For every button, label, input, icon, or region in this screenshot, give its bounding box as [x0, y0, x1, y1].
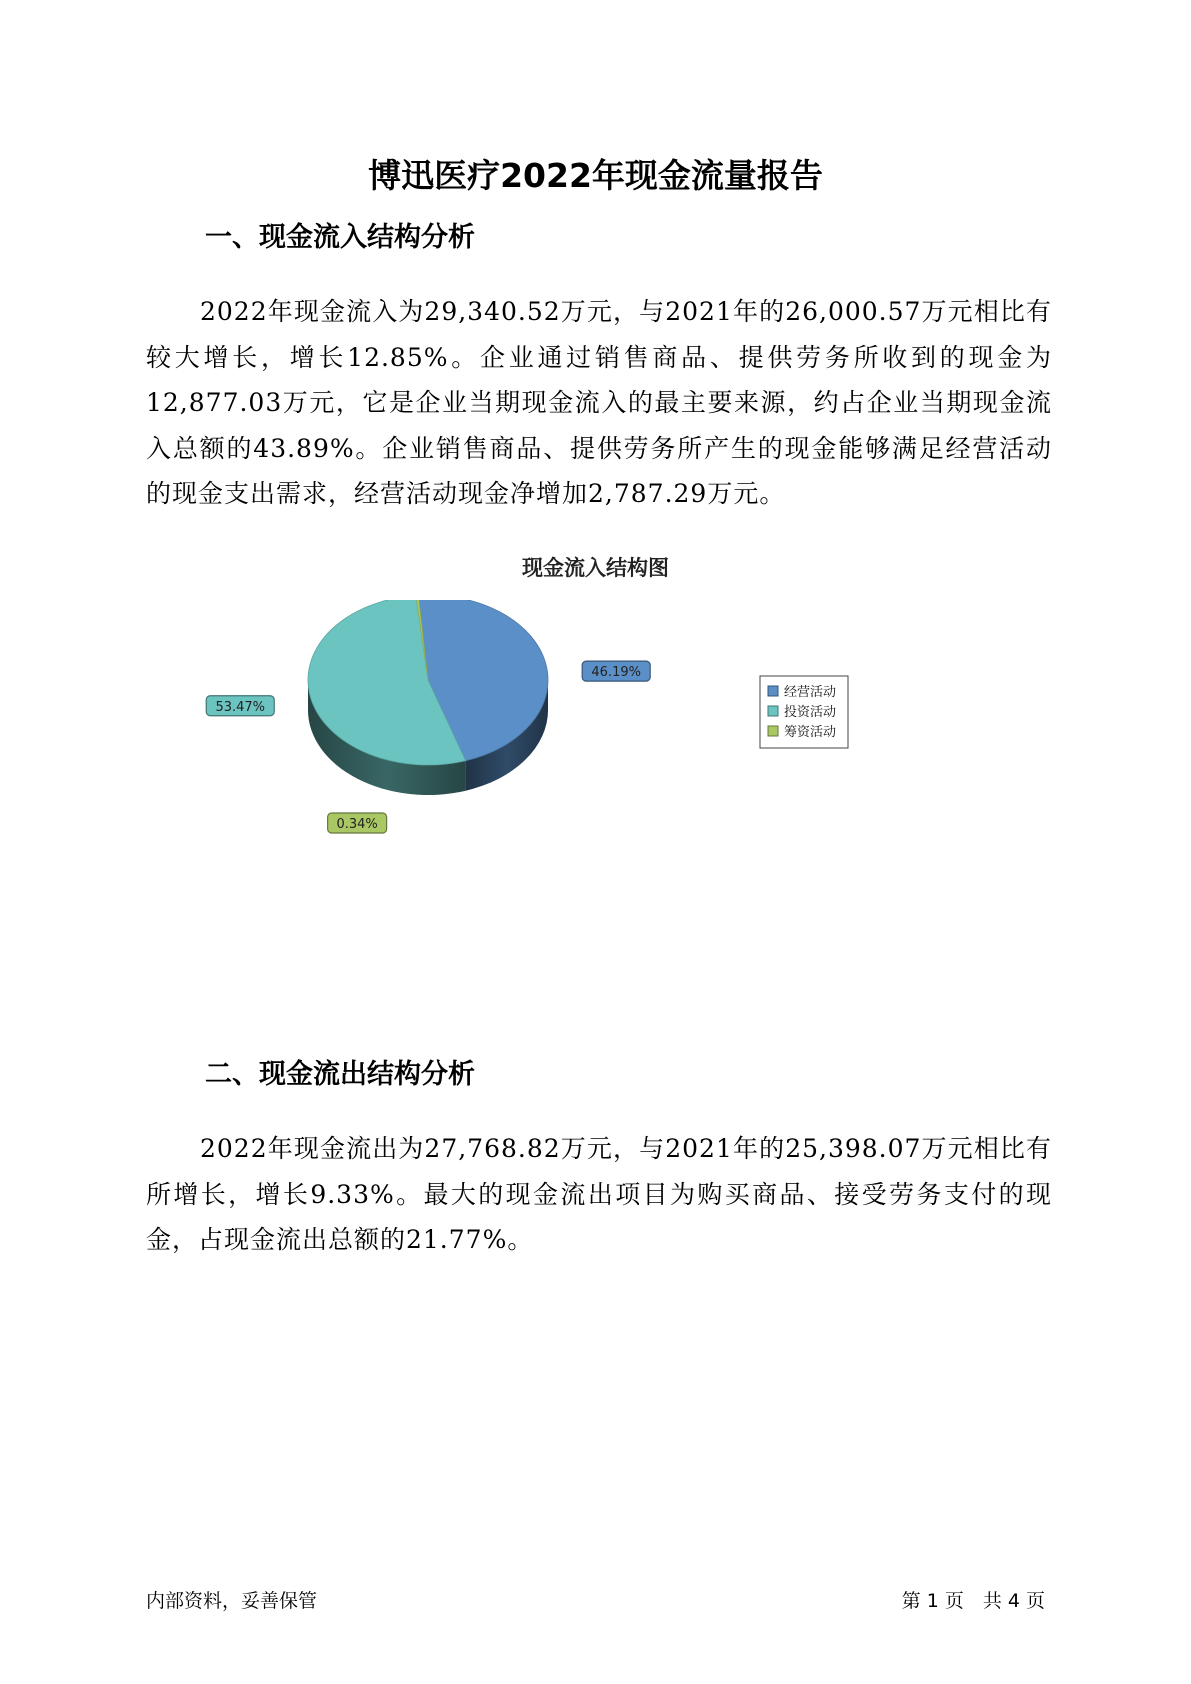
legend-label-0: 经营活动	[784, 685, 837, 700]
section-heading-inflow: 一、现金流入结构分析	[205, 222, 475, 253]
legend-label-1: 投资活动	[784, 705, 837, 720]
cash-inflow-pie-chart	[0, 600, 1191, 900]
data-label-1: 53.47%	[215, 699, 266, 715]
footer-confidential-note: 内部资料，妥善保管	[146, 1590, 318, 1612]
data-label-0: 46.19%	[591, 665, 641, 681]
chart-title: 现金流入结构图	[522, 556, 669, 580]
legend-label-2: 筹资活动	[784, 725, 837, 740]
section-paragraph-inflow: 2022年现金流入为29,340.52万元，与2021年的26,000.57万元相比有较大增长，增长12.85%。企业通过销售商品、提供劳务所收到的现金为12,877.03万元，它是企业当期现金流入的最主要来源，约占企业当期现金流入总额的43.89%。企业销售商品、提供劳务所产生的现金能够满足经营活动的现金支出需求，经营活动现金净增加2,787.29万元。	[146, 297, 1052, 508]
section-heading-outflow: 二、现金流出结构分析	[205, 1059, 475, 1090]
legend-swatch-2	[768, 726, 778, 736]
legend-swatch-1	[768, 706, 778, 716]
data-label-2: 0.34%	[336, 817, 378, 832]
legend-swatch-0	[768, 686, 778, 696]
section-paragraph-outflow: 2022年现金流出为27,768.82万元，与2021年的25,398.07万元相比有所增长，增长9.33%。最大的现金流出项目为购买商品、接受劳务支付的现金，占现金流出总额的21.77%。	[146, 1134, 1052, 1254]
page-title: 博迅医疗2022年现金流量报告	[368, 156, 823, 195]
footer-page-number: 第 1 页 共 4 页	[901, 1590, 1045, 1612]
